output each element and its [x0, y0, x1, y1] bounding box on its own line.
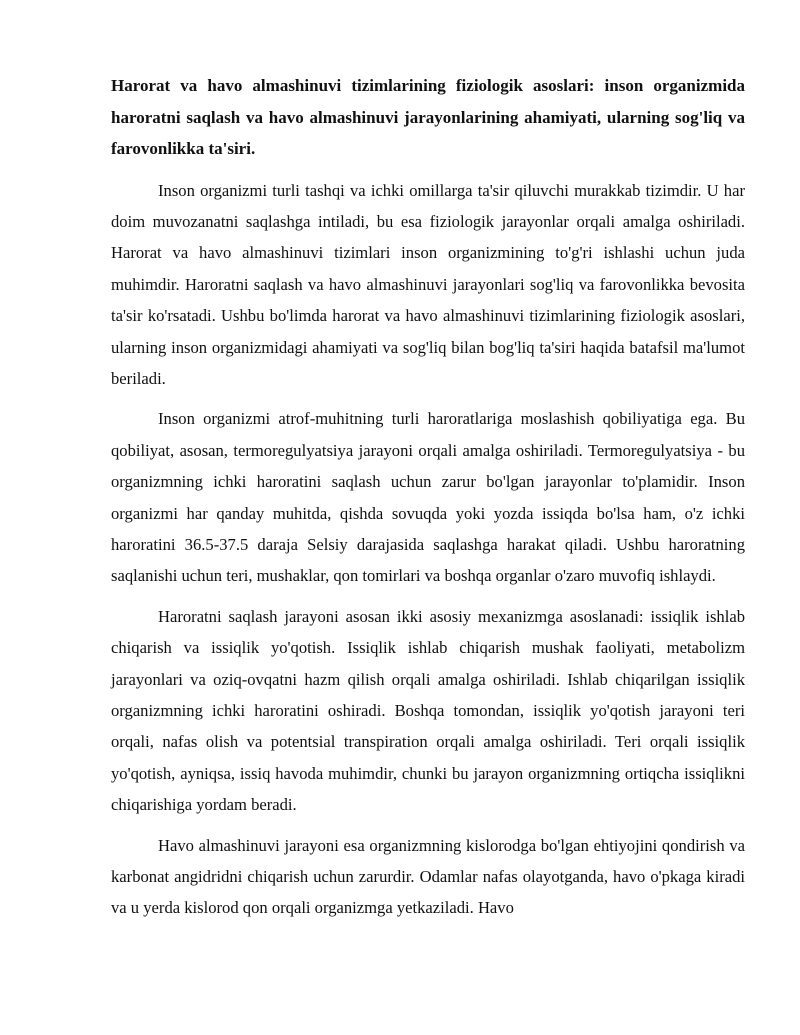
document-page	[111, 70, 745, 933]
document-title: Harorat va havo almashinuvi tizimlarining fiziologik asoslari: inson organizmida haroratni saqlash va havo almashinuvi jarayonlarining ahamiyati, ularning sog'liq va farovonlikka ta'siri.	[111, 76, 745, 158]
paragraph-3: Haroratni saqlash jarayoni asosan ikki asosiy mexanizmga asoslanadi: issiqlik ishlab chiqarish va issiqlik yo'qotish. Issiqlik ishlab chiqarish mushak faoliyati, metabolizm jarayonlari va oziq-ovqatni hazm qilish orqali amalga oshiriladi. Ishlab chiqarilgan issiqlik organizmning ichki haroratini oshiradi. Boshqa tomondan, issiqlik yo'qotish jarayoni teri orqali, nafas olish va potentsial transpiration orqali amalga oshiriladi. Teri orqali issiqlik yo'qotish, ayniqsa, issiq havoda muhimdir, chunki bu jarayon organizmning ortiqcha issiqlikni chiqarishiga yordam beradi.	[111, 606, 745, 815]
paragraph-2: Inson organizmi atrof-muhitning turli haroratlariga moslashish qobiliyatiga ega. Bu qobiliyat, asosan, termoregulyatsiya jarayoni orqali amalga oshiriladi. Termoregulyatsiya - bu organizmning ichki haroratini saqlash uchun zarur bo'lgan jarayonlar to'plamidir. Inson organizmi har qanday muhitda, qishda sovuqda yoki yozda issiqda bo'lsa ham, o'z ichki haroratini 36.5-37.5 daraja Selsiy darajasida saqlashga harakat qiladi. Ushbu haroratning saqlanishi uchun teri, mushaklar, qon tomirlari va boshqa organlar o'zaro muvofiq ishlaydi.	[111, 409, 745, 586]
paragraph-4: Havo almashinuvi jarayoni esa organizmning kislorodga bo'lgan ehtiyojini qondirish va karbonat angidridni chiqarish uchun zarurdir. Odamlar nafas olayotganda, havo o'pkaga kiradi va u yerda kislorod qon orqali organizmga yetkaziladi. Havo	[111, 835, 745, 918]
paragraph-1: Inson organizmi turli tashqi va ichki omillarga ta'sir qiluvchi murakkab tizimdir. U har doim muvozanatni saqlashga intiladi, bu esa fiziologik jarayonlar orqali amalga oshiriladi. Harorat va havo almashinuvi tizimlari inson organizmining to'g'ri ishlashi uchun juda muhimdir. Haroratni saqlash va havo almashinuvi jarayonlari sog'liq va farovonlikka bevosita ta'sir ko'rsatadi. Ushbu bo'limda harorat va havo almashinuvi tizimlarining fiziologik asoslari, ularning inson organizmidagi ahamiyati va sog'liq bilan bog'liq ta'siri haqida batafsil ma'lumot beriladi.	[111, 180, 745, 388]
